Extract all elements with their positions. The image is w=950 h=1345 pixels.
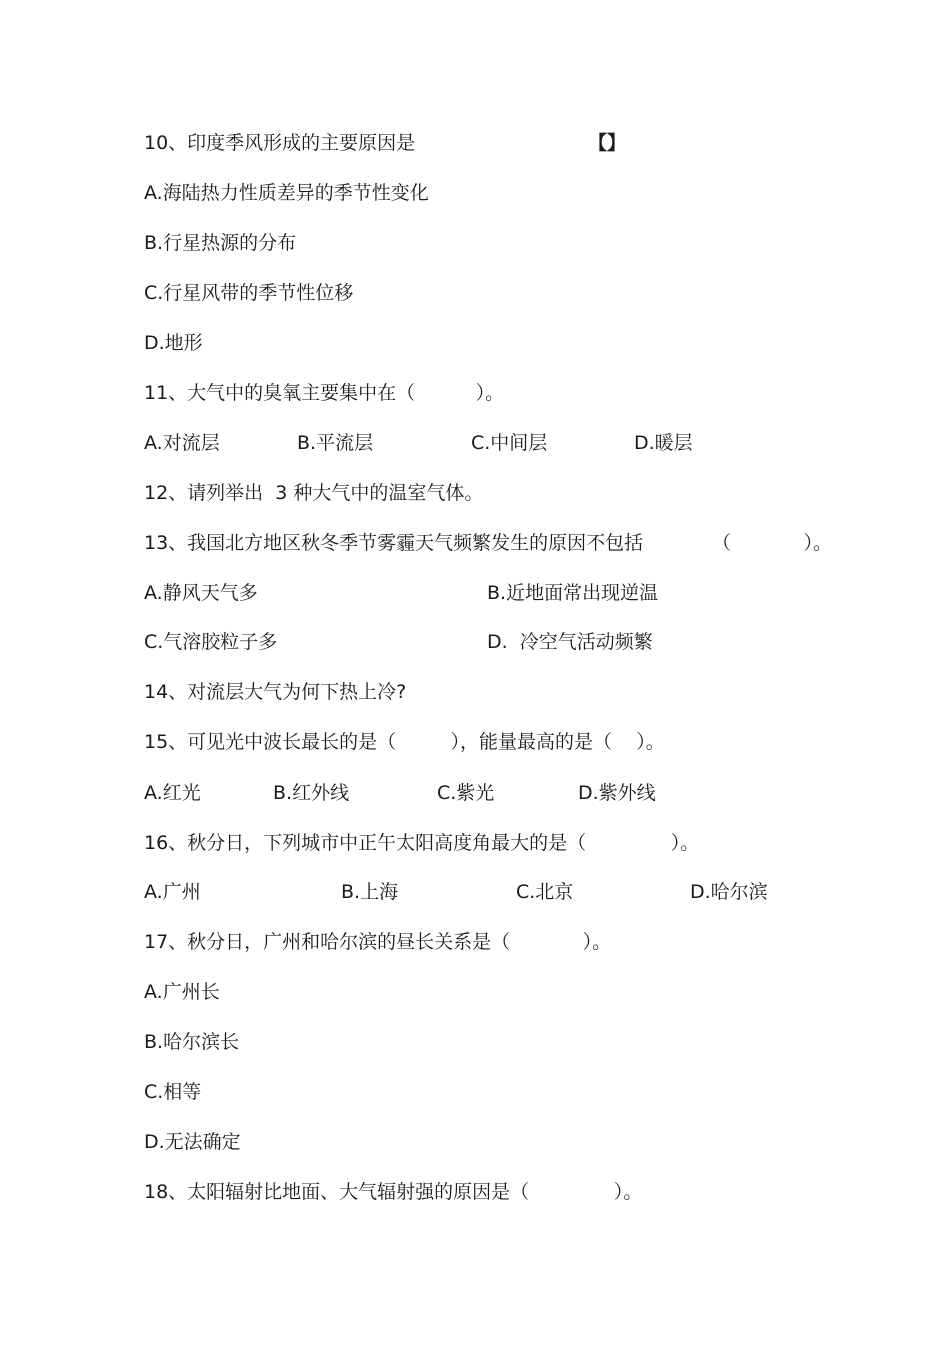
q10-option-c: C.行星风带的季节性位移 (144, 282, 354, 304)
q17-option-b: B.哈尔滨长 (144, 1031, 240, 1053)
q11-option-a: A.对流层 (144, 432, 220, 454)
q13-answer-paren: （ ）。 (712, 532, 832, 554)
q16-option-d: D.哈尔滨 (690, 881, 768, 903)
q17-option-a: A.广州长 (144, 981, 220, 1003)
q14-stem: 14、对流层大气为何下热上冷? (144, 681, 407, 703)
q18-stem: 18、太阳辐射比地面、大气辐射强的原因是（ ）。 (144, 1181, 643, 1203)
q15-option-a: A.红光 (144, 782, 201, 804)
q17-option-c: C.相等 (144, 1081, 202, 1103)
q13-option-b: B.近地面常出现逆温 (487, 582, 659, 604)
q11-stem: 11、大气中的臭氧主要集中在（ ）。 (144, 382, 505, 404)
q15-option-d: D.紫外线 (578, 782, 656, 804)
q13-stem: 13、我国北方地区秋冬季节雾霾天气频繁发生的原因不包括 (144, 532, 644, 554)
q17-stem: 17、秋分日，广州和哈尔滨的昼长关系是（ ）。 (144, 931, 612, 953)
q13-option-c: C.气溶胶粒子多 (144, 631, 278, 653)
q15-option-b: B.红外线 (273, 782, 350, 804)
q16-option-a: A.广州 (144, 881, 201, 903)
q10-option-b: B.行星热源的分布 (144, 232, 297, 254)
q16-option-b: B.上海 (341, 881, 399, 903)
q15-stem: 15、可见光中波长最长的是（ ），能量最高的是（ ）。 (144, 731, 665, 753)
q11-option-c: C.中间层 (471, 432, 548, 454)
q16-option-c: C.北京 (516, 881, 574, 903)
q13-option-d: D. 冷空气活动频繁 (487, 631, 653, 653)
q17-option-d: D.无法确定 (144, 1131, 241, 1153)
q10-option-d: D.地形 (144, 332, 203, 354)
q11-option-b: B.平流层 (297, 432, 374, 454)
q11-option-d: D.暖层 (634, 432, 693, 454)
q10-option-a: A.海陆热力性质差异的季节性变化 (144, 182, 429, 204)
q13-option-a: A.静风天气多 (144, 582, 258, 604)
q12-stem: 12、请列举出 3 种大气中的温室气体。 (144, 482, 484, 504)
q10-stem: 10、印度季风形成的主要原因是 (144, 132, 416, 154)
q16-stem: 16、秋分日，下列城市中正午太阳高度角最大的是（ ）。 (144, 832, 700, 854)
q10-answer-bracket: 【】 (588, 132, 627, 154)
q15-option-c: C.紫光 (437, 782, 495, 804)
